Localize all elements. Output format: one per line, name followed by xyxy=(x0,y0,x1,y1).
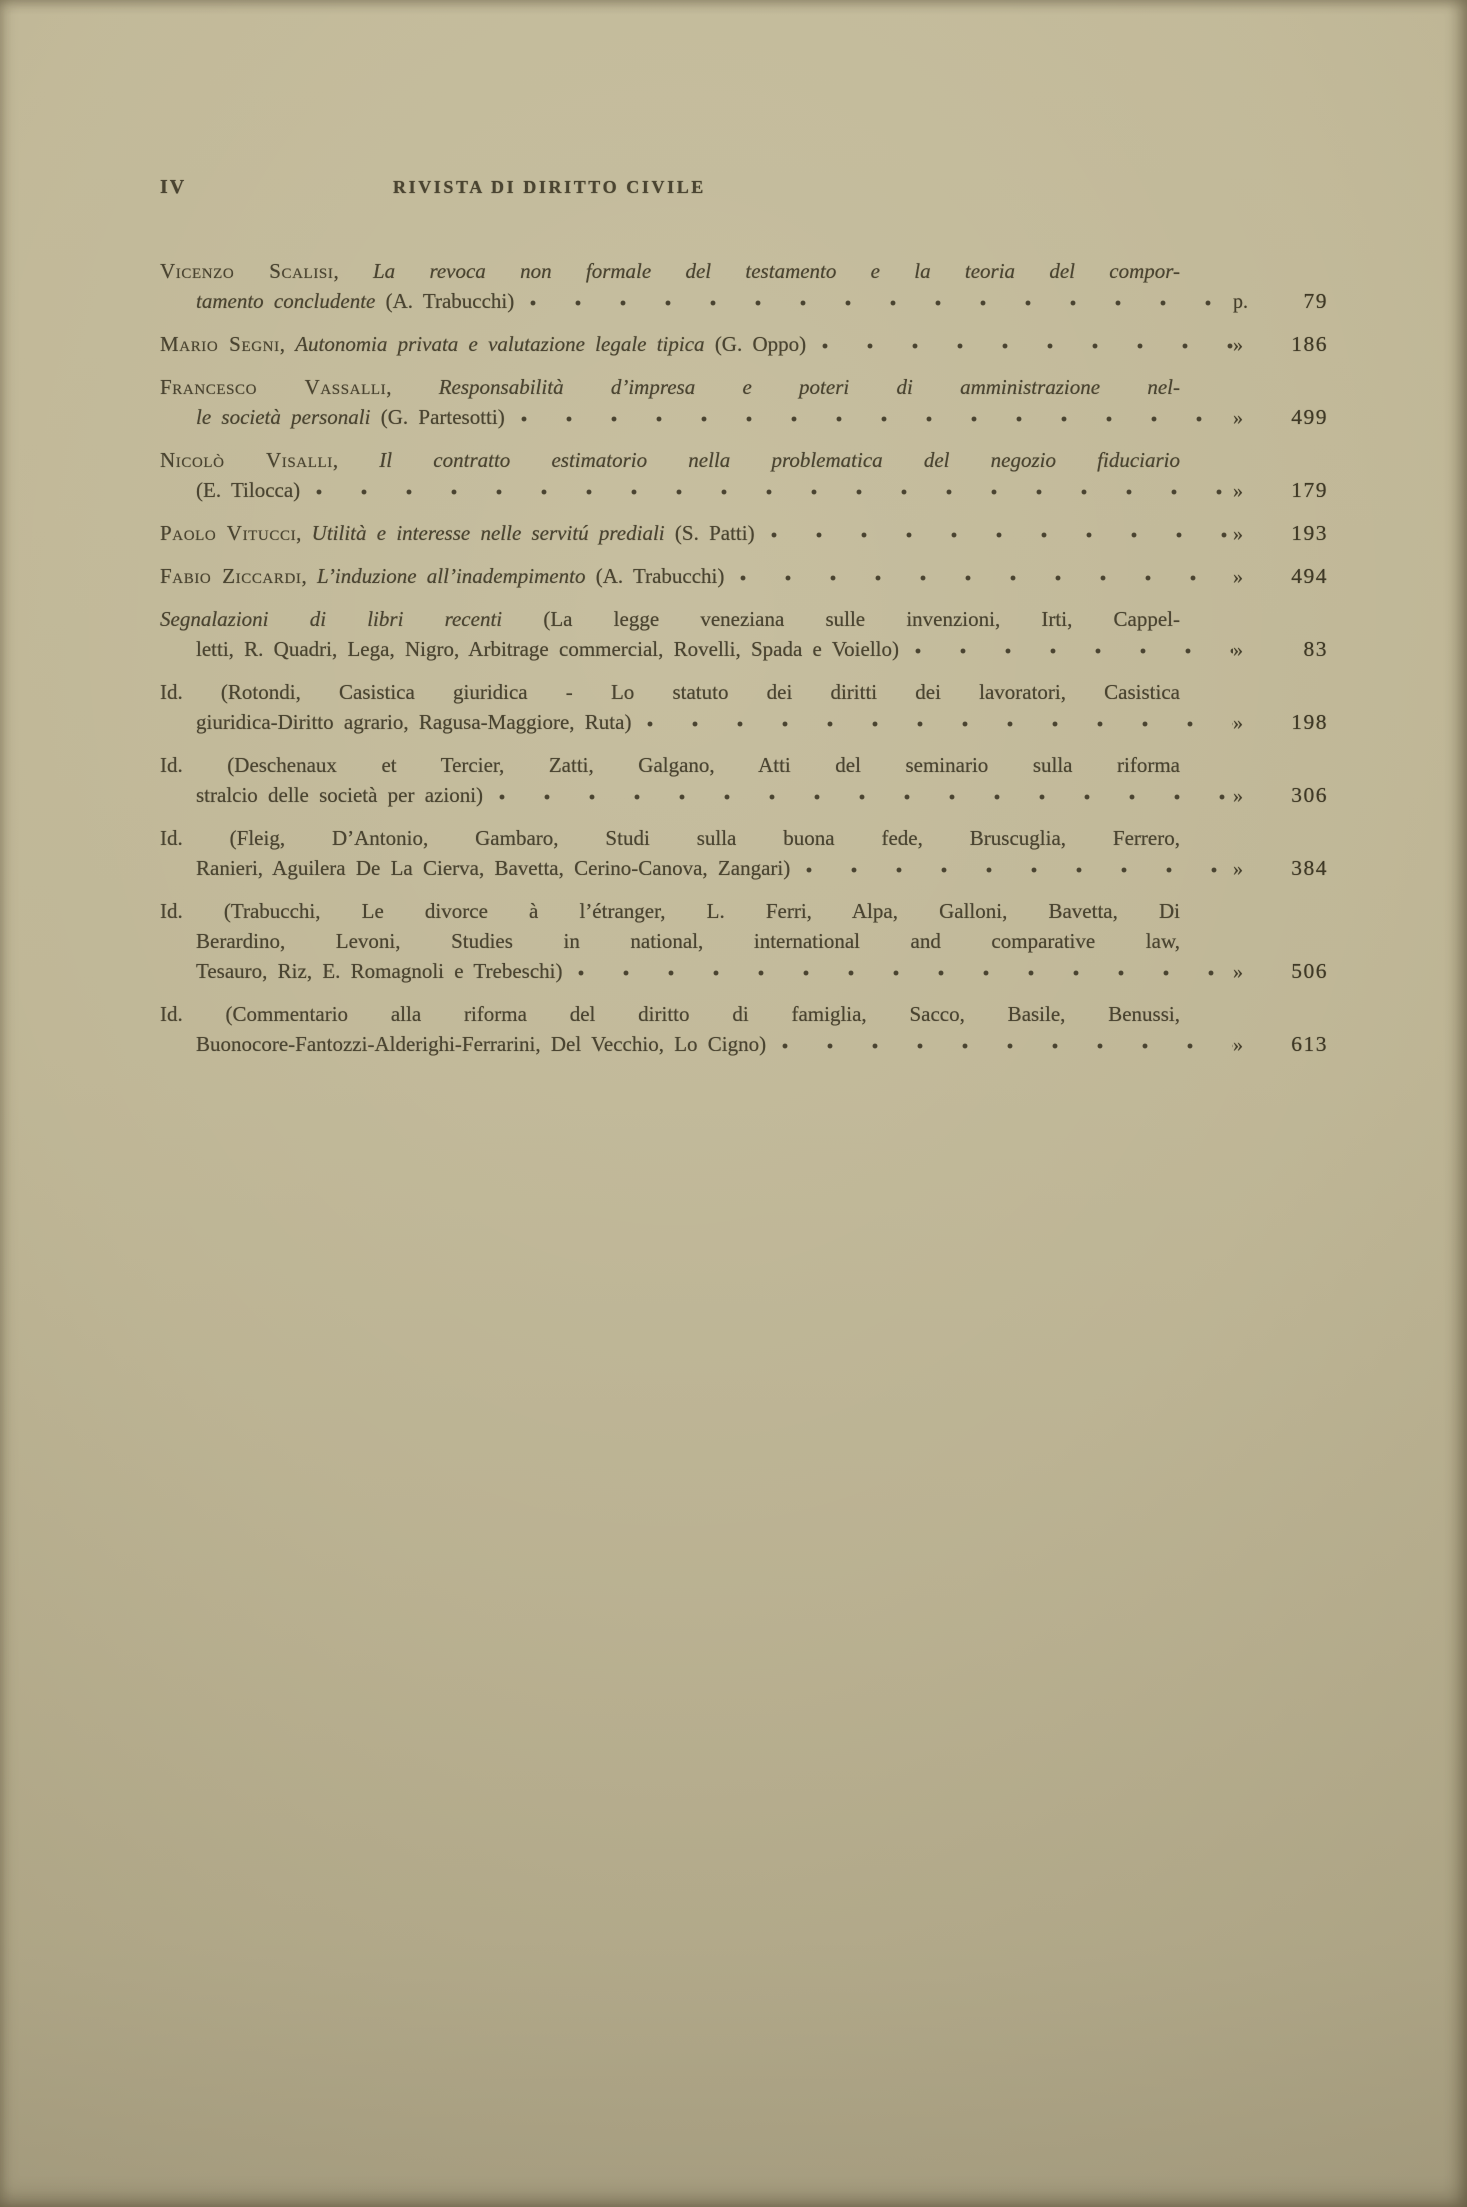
toc-line-text xyxy=(196,956,562,986)
page-ref-symbol: » xyxy=(1233,961,1243,983)
plain-text: , xyxy=(301,564,317,588)
page-ref-symbol: » xyxy=(1233,566,1243,588)
toc-entry xyxy=(160,677,1328,738)
toc-entry xyxy=(160,750,1328,811)
page-number: 83 xyxy=(1303,637,1328,661)
plain-text: , xyxy=(296,521,312,545)
dot-leader xyxy=(771,524,1233,540)
dot-leader xyxy=(782,1035,1233,1051)
toc-line xyxy=(160,561,1328,592)
author-name: Fabio Ziccardi xyxy=(160,564,302,588)
toc-line xyxy=(196,853,1328,884)
dot-leader xyxy=(915,640,1233,656)
page-number: 499 xyxy=(1291,405,1328,429)
toc-line-text xyxy=(160,680,1180,704)
work-title: La revoca non formale del testamento e la teoria del compor- xyxy=(372,259,1180,283)
plain-text: Id. (Commentario alla riforma del diritto di famiglia, Sacco, Basile, Benussi, xyxy=(160,1002,1180,1026)
toc-entry xyxy=(160,823,1328,884)
plain-text: (A. Trabucchi) xyxy=(375,289,515,313)
work-title: Autonomia privata e valutazione legale tipica xyxy=(295,332,705,356)
dot-leader xyxy=(316,481,1233,497)
toc-line xyxy=(160,445,1180,475)
toc-line xyxy=(160,677,1180,707)
page-ref-symbol: » xyxy=(1233,523,1243,545)
dot-leader xyxy=(499,786,1233,802)
toc-line xyxy=(196,707,1328,738)
page-number: 198 xyxy=(1291,710,1328,734)
toc-line-text xyxy=(160,561,724,591)
plain-text: Tesauro, Riz, E. Romagnoli e Trebeschi) xyxy=(196,959,563,983)
toc-line xyxy=(160,823,1180,853)
plain-text: (La legge veneziana sulle invenzioni, Irti, Cappel- xyxy=(502,607,1180,631)
toc-line-text xyxy=(196,1029,766,1059)
toc-line-text xyxy=(196,286,514,316)
folio-number: IV xyxy=(160,176,187,198)
work-title: L’induzione all’inadempimento xyxy=(317,564,586,588)
page-number: 494 xyxy=(1291,564,1328,588)
work-title: Responsabilità d’impresa e poteri di amministrazione nel- xyxy=(438,375,1180,399)
page-number: 306 xyxy=(1291,783,1328,807)
author-name: Mario Segni xyxy=(160,332,280,356)
plain-text: , xyxy=(333,259,373,283)
toc-line xyxy=(160,518,1328,549)
toc-line-text xyxy=(160,259,1180,283)
toc-entry xyxy=(160,445,1328,506)
toc-entry xyxy=(160,329,1328,360)
toc-line-text xyxy=(160,826,1180,850)
toc-line xyxy=(160,896,1180,926)
page-ref-symbol: » xyxy=(1233,639,1243,661)
toc-line xyxy=(160,256,1180,286)
toc-entry xyxy=(160,999,1328,1060)
plain-text: , xyxy=(279,332,296,356)
plain-text: giuridica-Diritto agrario, Ragusa-Maggiore, Ruta) xyxy=(196,710,632,734)
toc-entry xyxy=(160,518,1328,549)
toc-line xyxy=(196,286,1328,317)
page-number: 613 xyxy=(1291,1032,1328,1056)
toc-line xyxy=(196,402,1328,433)
dot-leader xyxy=(822,335,1233,351)
author-name: Francesco Vassalli xyxy=(160,375,387,399)
plain-text: Id. (Deschenaux et Tercier, Zatti, Galgano, Atti del seminario sulla riforma xyxy=(160,753,1180,777)
toc-line-text xyxy=(160,329,806,359)
plain-text: Id. (Rotondi, Casistica giuridica - Lo statuto dei diritti dei lavoratori, Casistica xyxy=(160,680,1180,704)
plain-text: (S. Patti) xyxy=(664,521,755,545)
dot-leader xyxy=(530,292,1233,308)
toc-line-text xyxy=(196,780,483,810)
work-title: Segnalazioni di libri recenti xyxy=(160,607,503,631)
toc-line xyxy=(196,956,1328,987)
toc-entry xyxy=(160,896,1328,987)
plain-text: Ranieri, Aguilera De La Cierva, Bavetta, Cerino-Canova, Zangari) xyxy=(196,856,791,880)
page-number: 193 xyxy=(1291,521,1328,545)
page-ref-symbol: p. xyxy=(1233,291,1248,313)
toc-line xyxy=(160,604,1180,634)
author-name: Nicolò Visalli xyxy=(160,448,333,472)
toc-line xyxy=(196,475,1328,506)
work-title: le società personali xyxy=(196,405,371,429)
page-ref-symbol: » xyxy=(1233,785,1243,807)
page-ref-symbol: » xyxy=(1233,712,1243,734)
toc-line-text xyxy=(160,518,755,548)
plain-text: (A. Trabucchi) xyxy=(585,564,725,588)
toc-line xyxy=(160,329,1328,360)
toc-line xyxy=(160,750,1180,780)
plain-text: , xyxy=(332,448,380,472)
toc-line-text xyxy=(196,402,505,432)
toc-line xyxy=(196,634,1328,665)
page-ref-symbol: » xyxy=(1233,858,1243,880)
page-number: 186 xyxy=(1291,332,1328,356)
toc-line-text xyxy=(160,1002,1180,1026)
dot-leader xyxy=(806,859,1233,875)
plain-text: Buonocore-Fantozzi-Alderighi-Ferrarini, Del Vecchio, Lo Cigno) xyxy=(196,1032,767,1056)
plain-text: letti, R. Quadri, Lega, Nigro, Arbitrage commercial, Rovelli, Spada e Voiello) xyxy=(196,637,899,661)
toc-line xyxy=(196,926,1180,956)
toc-line xyxy=(160,372,1180,402)
work-title: Il contratto estimatorio nella problematica del negozio fiduciario xyxy=(379,448,1180,472)
dot-leader xyxy=(521,408,1233,424)
page-number: 384 xyxy=(1291,856,1328,880)
toc-line-text xyxy=(196,707,631,737)
plain-text: stralcio delle società per azioni) xyxy=(196,783,484,807)
plain-text: Id. (Fleig, D’Antonio, Gambaro, Studi sulla buona fede, Bruscuglia, Ferrero, xyxy=(160,826,1180,850)
page-number: 79 xyxy=(1303,289,1328,313)
page-number: 506 xyxy=(1291,959,1328,983)
running-title: RIVISTA DI DIRITTO CIVILE xyxy=(393,177,706,197)
toc-line-text xyxy=(160,753,1180,777)
dot-leader xyxy=(578,962,1233,978)
toc-line-text xyxy=(196,929,1180,953)
dot-leader xyxy=(740,567,1233,583)
plain-text: , xyxy=(386,375,439,399)
page-ref-symbol: » xyxy=(1233,1034,1243,1056)
work-title: tamento concludente xyxy=(196,289,376,313)
dot-leader xyxy=(647,713,1233,729)
toc-line xyxy=(160,999,1180,1029)
toc-entry xyxy=(160,604,1328,665)
toc-line-text xyxy=(196,853,790,883)
page-number: 179 xyxy=(1291,478,1328,502)
toc-entries xyxy=(160,256,1328,1072)
toc-entry xyxy=(160,561,1328,592)
toc-entry xyxy=(160,372,1328,433)
page-ref-symbol: » xyxy=(1233,407,1243,429)
plain-text: (G. Partesotti) xyxy=(370,405,505,429)
toc-line-text xyxy=(160,899,1180,923)
toc-line-text xyxy=(160,448,1180,472)
toc-line-text xyxy=(160,375,1180,399)
plain-text: (G. Oppo) xyxy=(704,332,807,356)
toc-line-text xyxy=(160,607,1180,631)
page-ref-symbol: » xyxy=(1233,334,1243,356)
toc-line xyxy=(196,780,1328,811)
toc-line-text xyxy=(196,475,300,505)
page-ref-symbol: » xyxy=(1233,480,1243,502)
author-name: Paolo Vitucci xyxy=(160,521,297,545)
plain-text: Berardino, Levoni, Studies in national, international and comparative law, xyxy=(196,929,1180,953)
plain-text: Id. (Trabucchi, Le divorce à l’étranger, L. Ferri, Alpa, Galloni, Bavetta, Di xyxy=(160,899,1180,923)
plain-text: (E. Tilocca) xyxy=(196,478,301,502)
toc-line-text xyxy=(196,634,899,664)
author-name: Vicenzo Scalisi xyxy=(160,259,334,283)
toc-entry xyxy=(160,256,1328,317)
toc-line xyxy=(196,1029,1328,1060)
page-header xyxy=(160,176,1328,208)
work-title: Utilità e interesse nelle servitú prediali xyxy=(311,521,665,545)
